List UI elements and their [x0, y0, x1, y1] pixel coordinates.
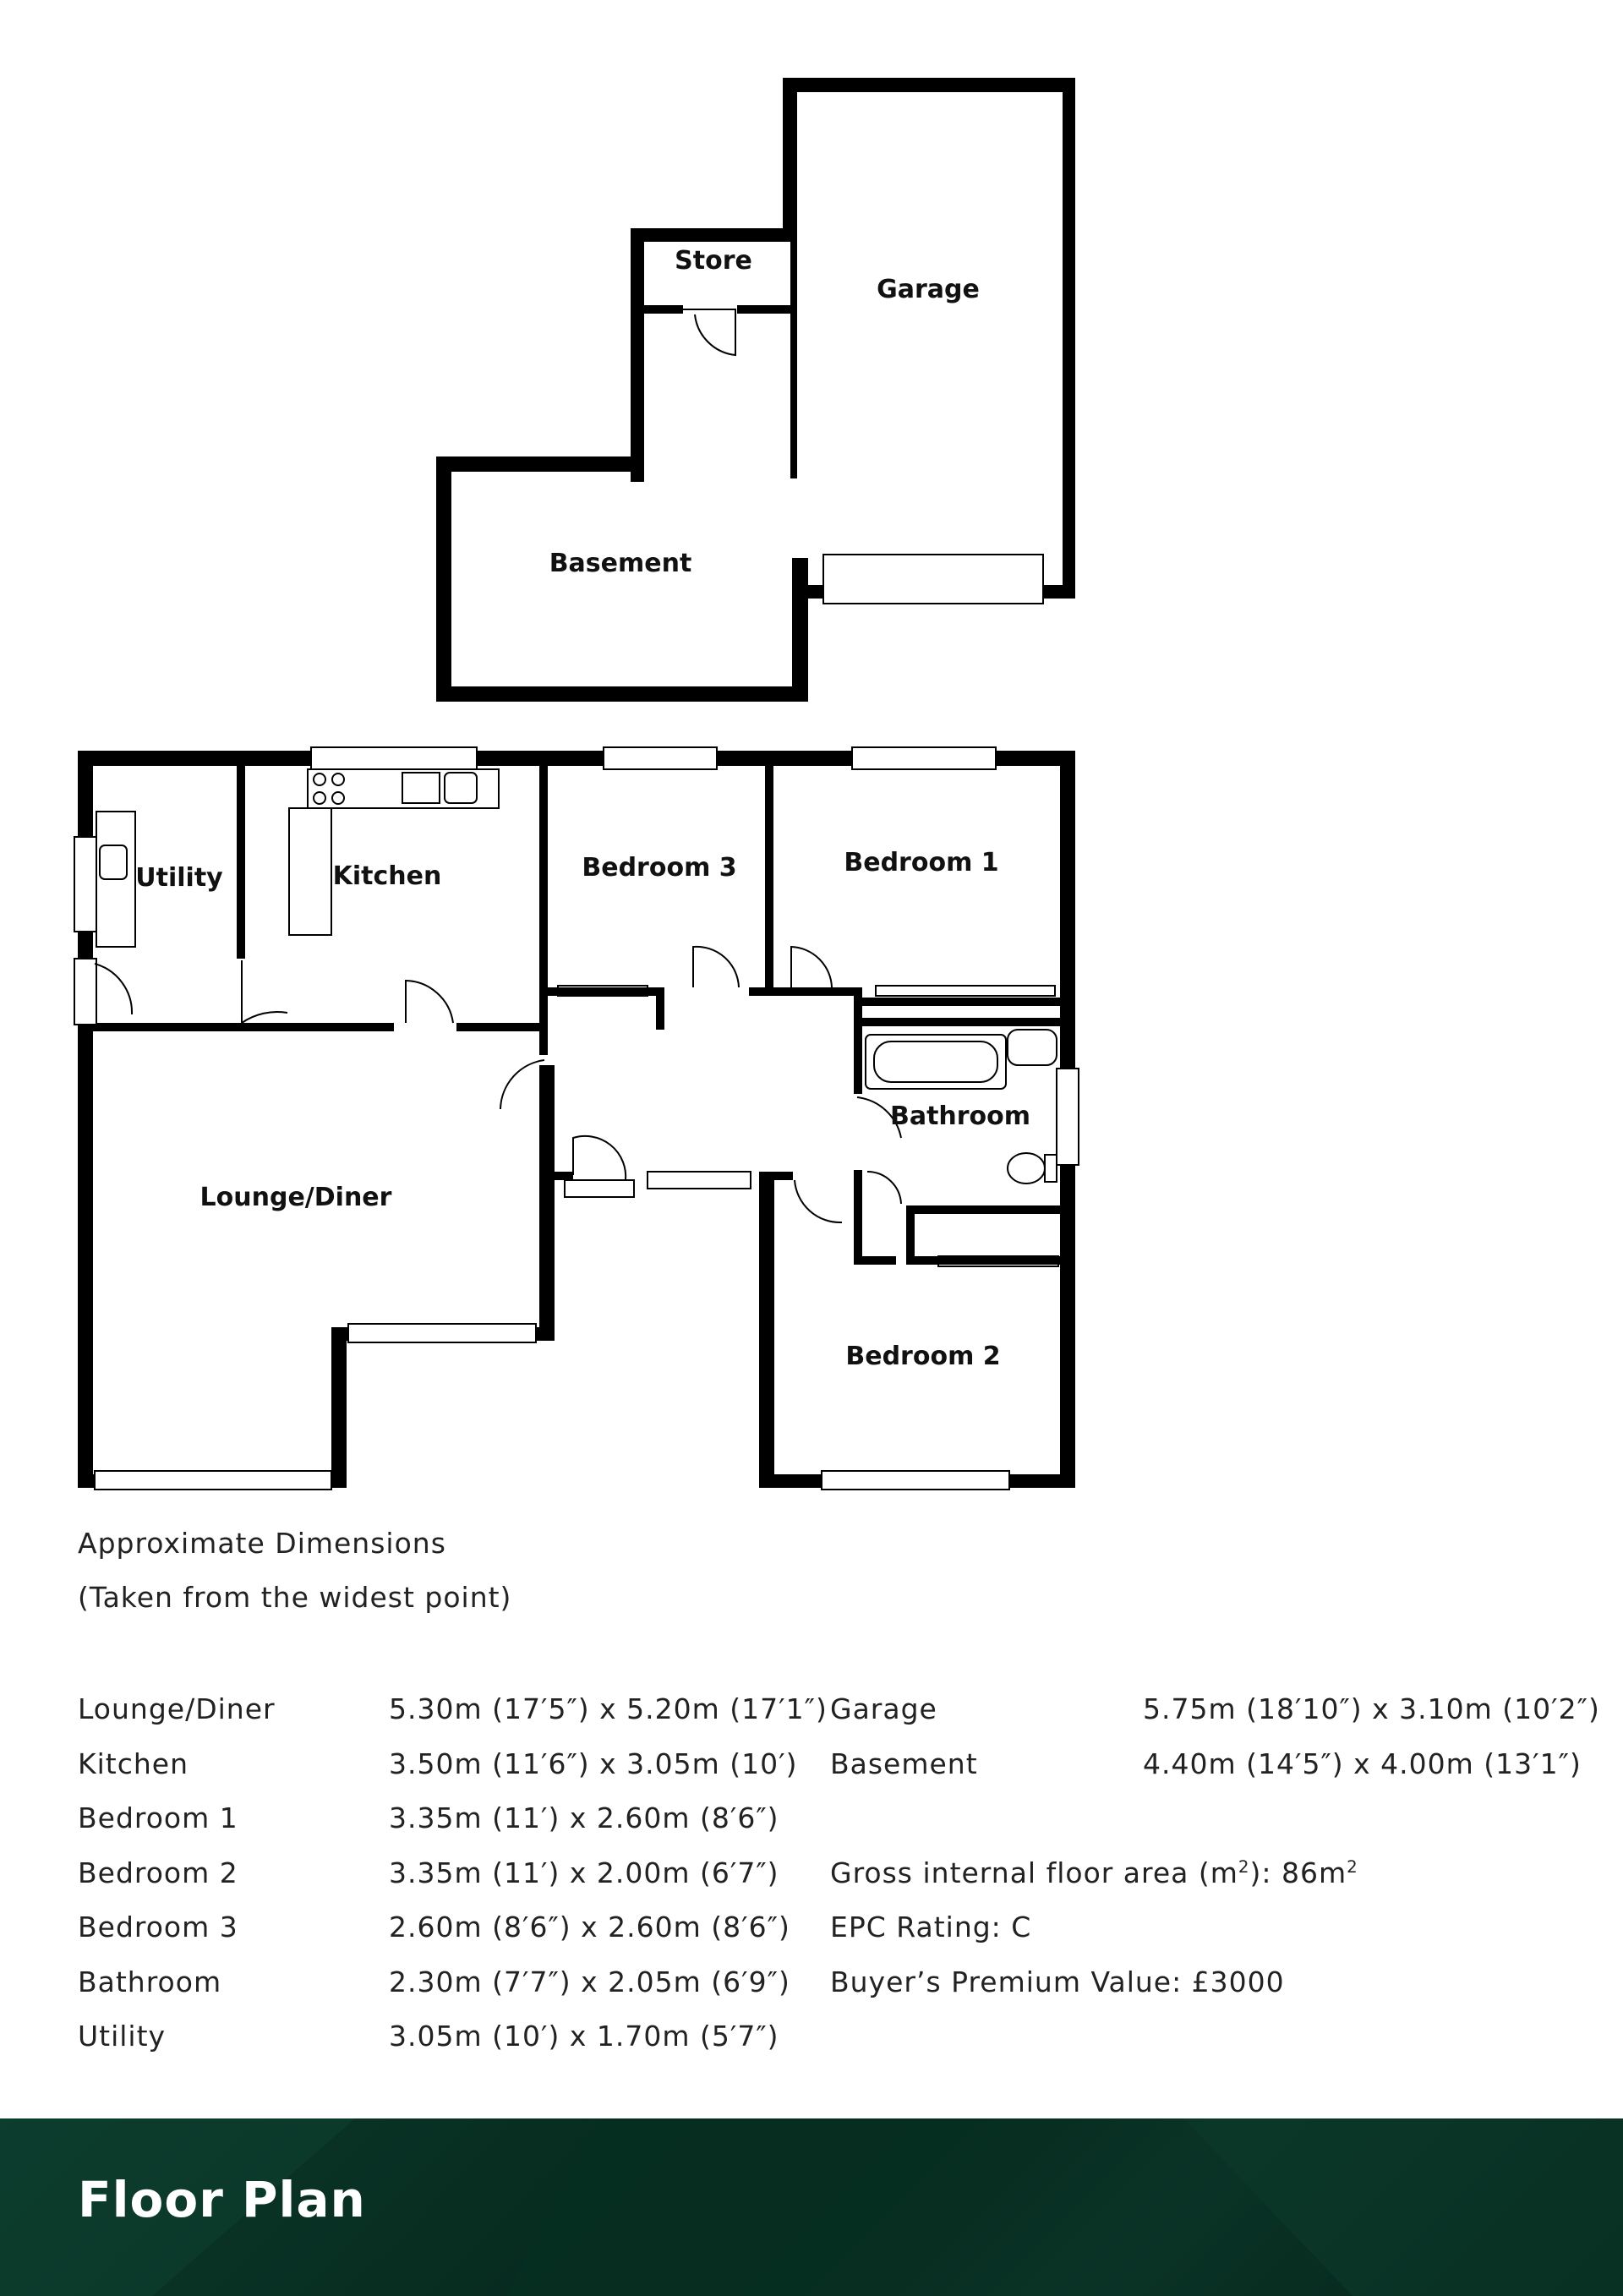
gross-area-sup2: 2	[1347, 1857, 1358, 1877]
dim-room-size: 3.35m (11′) x 2.00m (6′7″)	[389, 1856, 779, 1889]
lounge-bay-window	[348, 1324, 536, 1342]
gross-area-sup: 2	[1238, 1857, 1250, 1877]
bedroom3-window	[604, 747, 717, 769]
room-label-store: Store	[675, 246, 752, 276]
garage-top-wall	[783, 78, 1075, 92]
dim-room-name: Bathroom	[78, 1965, 222, 1998]
garage-door-window	[823, 555, 1043, 604]
dim-room-size: 5.75m (18′10″) x 3.10m (10′2″)	[1143, 1692, 1600, 1725]
bedroom3-closet-wall	[656, 987, 664, 1030]
kitchen-side-worktop	[289, 808, 331, 935]
toilet-icon	[1008, 1153, 1045, 1184]
cupboard-bottom-wall	[854, 1256, 896, 1265]
dim-room-name: Garage	[830, 1692, 937, 1725]
dim-room-name: Bedroom 1	[78, 1801, 238, 1834]
room-label-bedroom3: Bedroom 3	[582, 853, 737, 883]
basement-top-wall	[436, 456, 644, 472]
dim-room-name: Basement	[830, 1747, 978, 1780]
store-top-wall	[631, 228, 797, 242]
dimensions-subheading: (Taken from the widest point)	[78, 1581, 512, 1614]
utility-kitchen-bottom-wall-a	[78, 1023, 394, 1031]
hob-icon	[332, 774, 344, 785]
utility-kitchen-wall	[237, 751, 245, 959]
store-bottom-wall-left	[631, 305, 683, 314]
basement-bottom-wall	[436, 686, 808, 702]
garage-right-wall	[1063, 78, 1075, 599]
bedroom1-wardrobe-icon	[876, 986, 1055, 996]
room-label-garage: Garage	[877, 275, 980, 304]
hob-icon	[314, 774, 325, 785]
bedroom2-door-swing	[795, 1180, 842, 1222]
store-right-wall-upper	[783, 78, 797, 233]
hall-left-wall	[539, 1116, 555, 1175]
dim-room-size: 2.60m (8′6″) x 2.60m (8′6″)	[389, 1911, 790, 1943]
dim-room-size: 4.40m (14′5″) x 4.00m (13′1″)	[1143, 1747, 1582, 1780]
hob-icon	[332, 792, 344, 804]
basement-garage-joint	[792, 585, 826, 599]
lounge-window	[95, 1471, 331, 1490]
dim-room-size: 3.35m (11′) x 2.60m (8′6″)	[389, 1801, 779, 1834]
bedroom1-bottom-wall-a	[749, 987, 859, 996]
dim-room-size: 2.30m (7′7″) x 2.05m (6′9″)	[389, 1965, 790, 1998]
bedroom1-window	[852, 747, 996, 769]
utility-door-swing	[242, 960, 287, 1023]
cupboard-door-swing	[867, 1172, 901, 1204]
utility-sink-icon	[100, 845, 127, 879]
kitchen-window	[311, 747, 477, 769]
garage-bottom-right-wall	[1041, 585, 1075, 599]
kitchen-bottom-wall-b	[456, 1023, 543, 1031]
bathroom-window	[1057, 1069, 1079, 1165]
bedroom3-bedroom1-wall	[765, 751, 773, 987]
hob-icon	[314, 792, 325, 804]
cupboard-right-wall	[906, 1205, 915, 1265]
bathroom-bottom-wall	[906, 1205, 1075, 1214]
bedroom2-window	[822, 1471, 1009, 1490]
kitchen-door-swing	[406, 981, 453, 1023]
dim-room-name: Bedroom 2	[78, 1856, 238, 1889]
bedroom1-wardrobe-wall	[854, 998, 1075, 1006]
room-label-bedroom2: Bedroom 2	[845, 1342, 1001, 1371]
dim-room-size: 5.30m (17′5″) x 5.20m (17′1″)	[389, 1692, 828, 1725]
bathroom-left-wall-lower	[854, 1170, 862, 1265]
buyers-premium: Buyer’s Premium Value: £3000	[830, 1965, 1285, 1998]
dim-room-name: Lounge/Diner	[78, 1692, 276, 1725]
gross-area-label: Gross internal floor area (m	[830, 1856, 1238, 1889]
room-label-bedroom1: Bedroom 1	[844, 848, 999, 877]
room-label-bathroom: Bathroom	[889, 1102, 1031, 1131]
dim-room-name: Utility	[78, 2020, 167, 2053]
hall-bottom-wall	[759, 1172, 793, 1180]
garage-divider-wall	[790, 228, 797, 478]
store-left-wall	[631, 228, 644, 482]
store-bottom-wall-right	[737, 305, 797, 314]
dim-room-size: 3.50m (11′6″) x 3.05m (10′)	[389, 1747, 798, 1780]
front-door-frame	[565, 1180, 634, 1197]
dim-room-name: Kitchen	[78, 1747, 189, 1780]
basement-left-wall	[436, 456, 451, 702]
lounge-left-wall	[78, 1025, 93, 1488]
bedroom2-left-wall	[759, 1172, 774, 1488]
room-label-basement: Basement	[549, 549, 692, 578]
bedroom3-door-swing	[693, 947, 739, 987]
dim-room-name: Bedroom 3	[78, 1911, 238, 1943]
kitchen-sink-icon	[445, 773, 477, 803]
front-door-swing	[573, 1136, 626, 1180]
footer-title: Floor Plan	[78, 2171, 366, 2228]
utility-window	[74, 837, 96, 932]
room-label-utility: Utility	[135, 863, 223, 893]
utility-door-frame	[74, 959, 96, 1025]
back-door-swing	[95, 964, 132, 1014]
bathroom-top-wall	[854, 1018, 1075, 1026]
room-label-kitchen: Kitchen	[332, 861, 442, 891]
lounge-right-wall	[539, 1065, 555, 1341]
lounge-door-swing	[500, 1060, 544, 1109]
lounge-bay-left-wall	[331, 1327, 347, 1488]
drainer-icon	[402, 773, 440, 803]
bedroom1-door-swing	[791, 947, 832, 987]
store-door-swing	[683, 309, 735, 355]
basin-icon	[1008, 1030, 1057, 1065]
dim-room-size: 3.05m (10′) x 1.70m (5′7″)	[389, 2020, 779, 2053]
toilet-cistern-icon	[1045, 1155, 1057, 1182]
basement-right-wall	[792, 558, 808, 702]
bath-inner-icon	[874, 1041, 997, 1082]
hall-entry-wall	[539, 1172, 573, 1180]
gross-area-value: ): 86m	[1249, 1856, 1347, 1889]
footer-banner	[0, 2118, 1623, 2296]
bathroom-left-wall	[854, 1018, 862, 1094]
dimensions-heading: Approximate Dimensions	[78, 1527, 446, 1560]
epc-rating: EPC Rating: C	[830, 1911, 1032, 1943]
gross-floor-area	[830, 1856, 1358, 1889]
kitchen-bedroom3-wall	[539, 751, 548, 1055]
room-label-lounge-diner: Lounge/Diner	[199, 1183, 392, 1212]
hall-window	[648, 1172, 751, 1189]
